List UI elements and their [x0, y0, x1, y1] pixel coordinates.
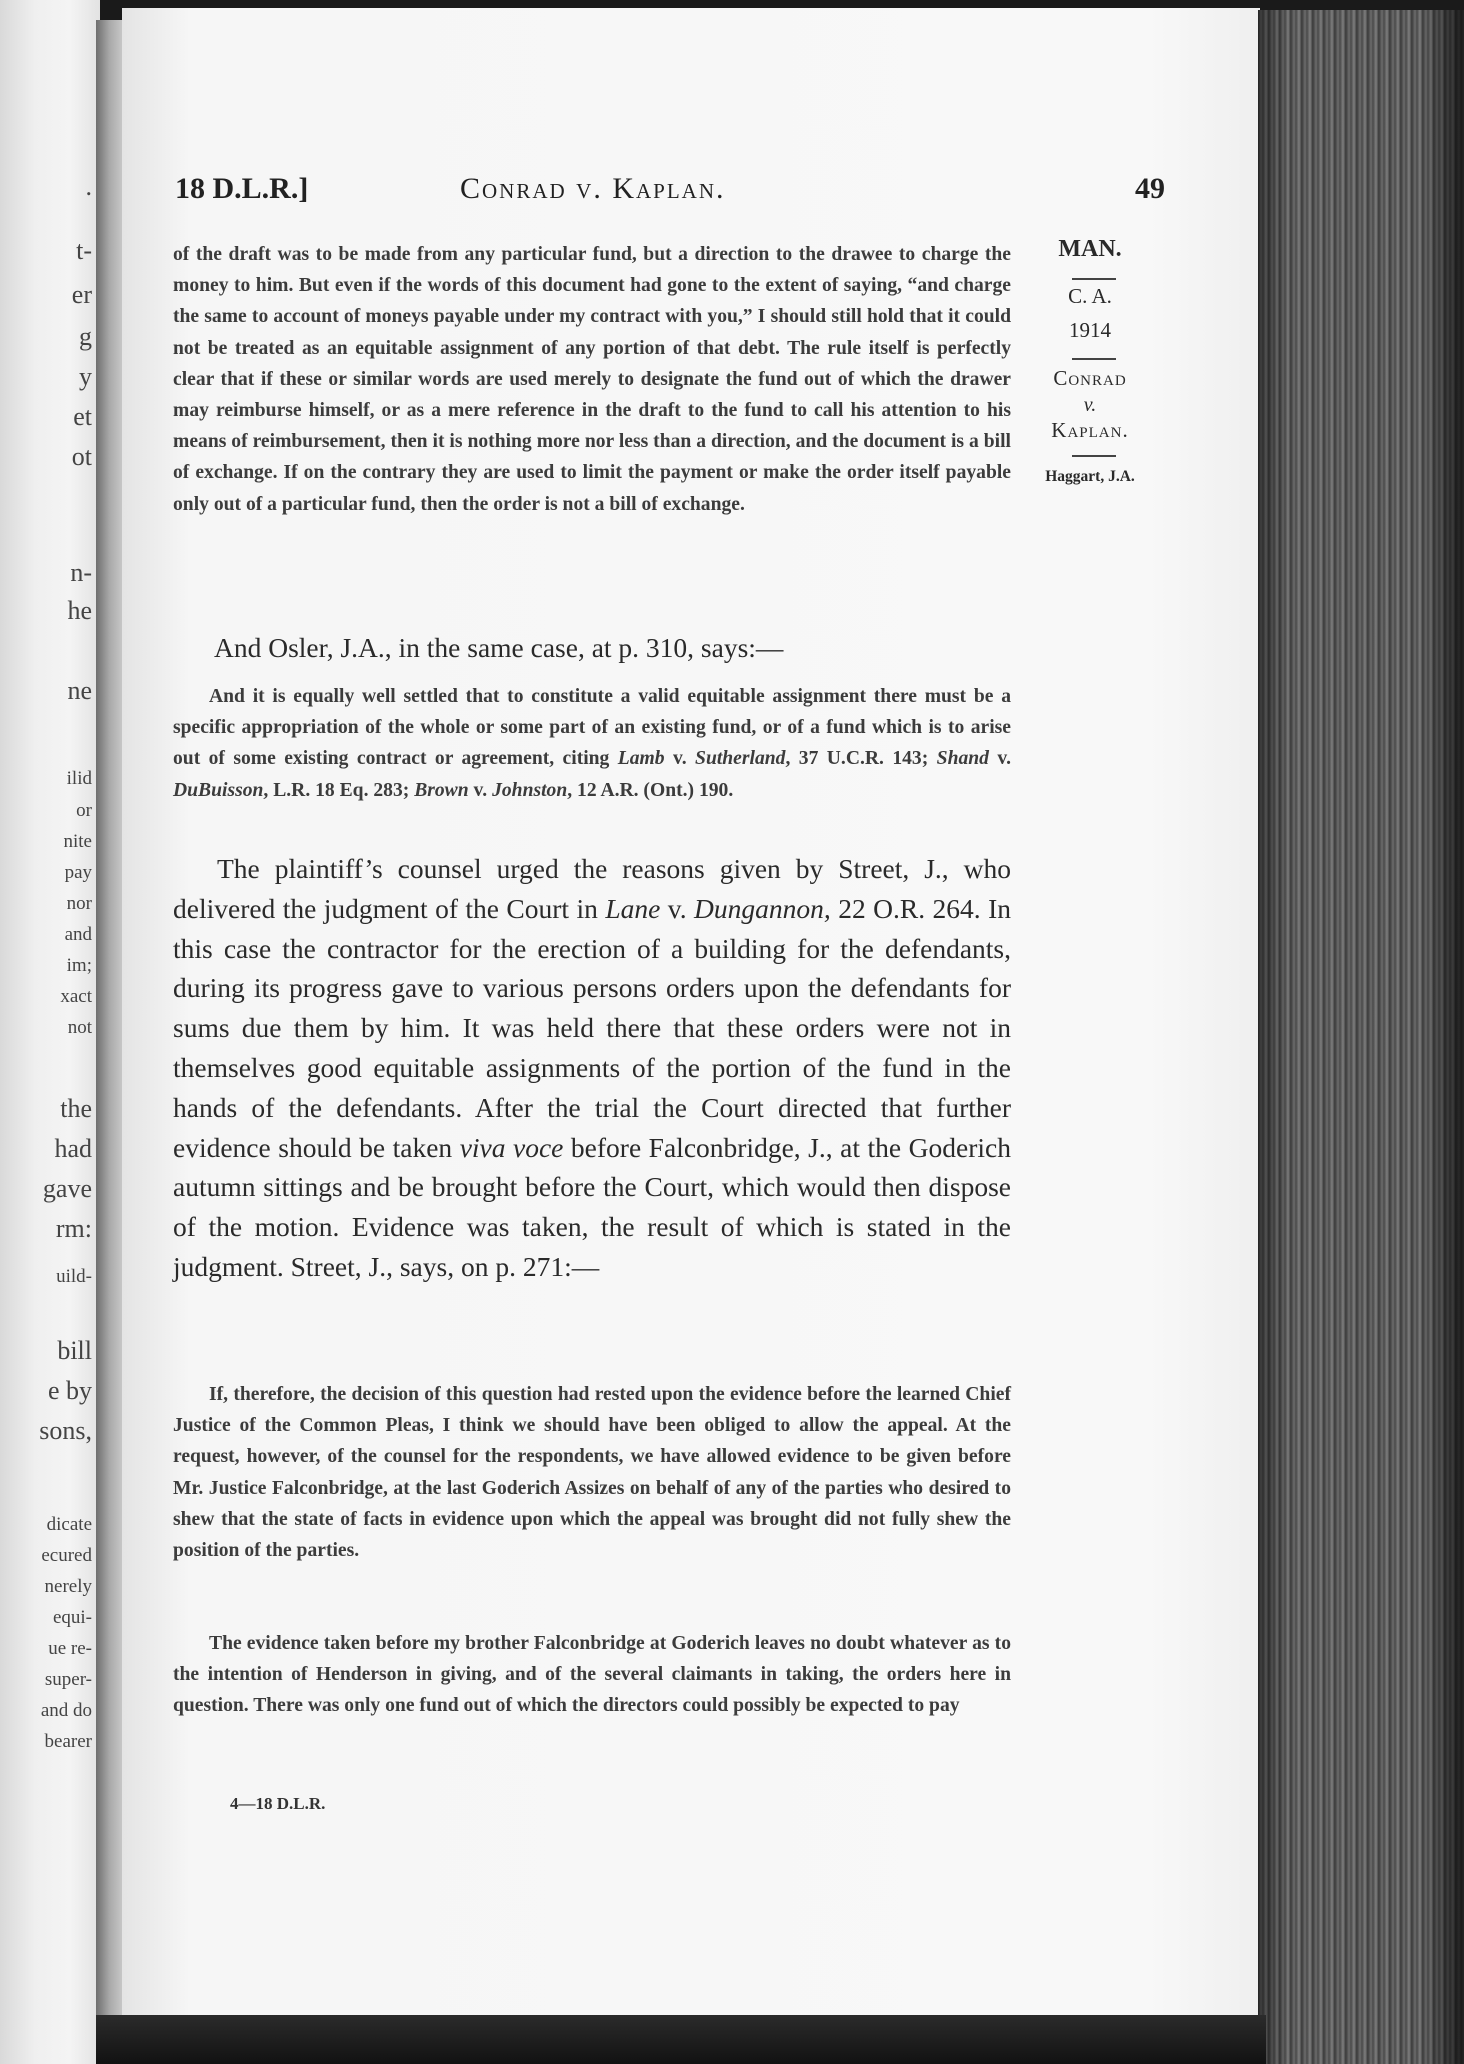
left-page-fragment: e by: [47, 1376, 92, 1405]
left-page-fragment: had: [54, 1134, 92, 1163]
left-page-fragment: the: [60, 1094, 92, 1123]
left-page-fragment: im;: [66, 955, 92, 976]
left-page-fragment: nor: [66, 893, 92, 914]
running-head-title: Conrad v. Kaplan.: [460, 172, 726, 205]
main-paragraph: The plaintiff’s counsel urged the reasons given by Street, J., who delivered the judgment of the Court in Lane v. Dungannon, 22 O.R. 264. In this case the contractor for the erection of a building for the defendants, during its progress gave to various persons orders upon the defendants for sums due them by him. It was held there that these orders were not in themselves good equitable assignments of the portion of the fund in the hands of the defendants. After the trial the Court directed that further evidence should be taken viva voce before Falconbridge, J., at the Goderich autumn sittings and be brought before the Court, which would then dispose of the motion. Evidence was taken, the result of which is stated in the judgment. Street, J., says, on p. 271:—: [173, 853, 1011, 1282]
street-quotation: If, therefore, the decision of this question had rested upon the evidence before the learned Chief Justice of the Common Pleas, I think we should have been obliged to allow the appeal. At the request, however, of the counsel for the respondents, we have allowed evidence to be given before Mr. Justice Falconbridge, at the last Goderich Assizes on behalf of any of the parties who desired to shew that the state of facts in evidence upon which the appeal was brought did not fully shew the position of the parties.: [173, 1384, 1011, 1562]
osler-intro-paragraph: And Osler, J.A., in the same case, at p. 310, says:—: [214, 632, 784, 663]
osler-quotation: And it is equally well settled that to constitute a valid equitable assignment there must be a specific appropriation of the whole or some part of an existing fund, or of a fund which is to arise out of some existing contract or agreement, citing Lamb v. Sutherland, 37 U.C.R. 143; Shand v. DuBuisson, L.R. 18 Eq. 283; Brown v. Johnston, 12 A.R. (Ont.) 190.: [173, 686, 1011, 801]
page-edges: [1258, 10, 1464, 2064]
left-page-fragment: and do: [40, 1700, 92, 1721]
scan-bottom-edge: [96, 2015, 1266, 2064]
left-page-fragment: bill: [57, 1336, 92, 1365]
left-page-fragment: xact: [60, 986, 92, 1007]
facing-page: [0, 0, 100, 2064]
signature-mark: 4—18 D.L.R.: [230, 1794, 326, 1813]
left-page-fragment: y: [79, 362, 92, 391]
left-page-fragment: t-: [76, 236, 92, 265]
page-number: 49: [1135, 172, 1165, 205]
left-page-fragment: ilid: [66, 768, 92, 789]
left-page-fragment: sons,: [39, 1416, 92, 1445]
left-page-fragment: et: [73, 402, 92, 431]
margin-rule: [1072, 278, 1116, 280]
left-page-fragment: ne: [67, 676, 92, 705]
margin-note-case-party-2: Kaplan.: [1051, 418, 1129, 442]
quotation-continued: of the draft was to be made from any particular fund, but a direction to the drawee to charge the money to him. But even if the words of this document had gone to the extent of saying, “and charge the same to account of moneys payable under my contract with you,” I should still hold that it could not be treated as an equitable assignment of any portion of that debt. The rule itself is perfectly clear that if these or similar words are used merely to designate the fund out of which the drawer may reimburse himself, or as a mere reference in the draft to the fund to call his attention to his means of reimbursement, then it is nothing more nor less than a direction, and the document is a bill of exchange. If on the contrary they are used to limit the payment or make the order itself payable only out of a particular fund, then the order is not a bill of exchange.: [173, 244, 1011, 515]
left-page-fragment: bearer: [44, 1731, 92, 1752]
margin-rule: [1072, 455, 1116, 457]
left-page-fragment: super-: [44, 1669, 92, 1690]
left-page-fragment: ecured: [41, 1545, 92, 1566]
left-page-fragment: nite: [63, 831, 92, 852]
margin-note-versus: v.: [1083, 394, 1097, 416]
left-page-fragment: not: [67, 1017, 92, 1038]
left-page-fragment: .: [85, 172, 92, 201]
left-page-fragment: n-: [70, 558, 92, 587]
left-page-fragment: ot: [71, 442, 92, 471]
margin-note-year: 1914: [1069, 318, 1111, 342]
margin-rule: [1072, 358, 1116, 360]
left-page-fragment: uild-: [56, 1266, 92, 1287]
left-page-fragment: or: [76, 800, 92, 821]
margin-note-judge: Haggart, J.A.: [1045, 468, 1135, 485]
left-page-fragment: and: [64, 924, 92, 945]
street-quotation-continued: The evidence taken before my brother Falconbridge at Goderich leaves no doubt whatever as to the intention of Henderson in giving, and of the several claimants in taking, the orders here in question. There was only one fund out of which the directors could possibly be expected to pay: [173, 1633, 1011, 1717]
margin-note-case-party-1: Conrad: [1053, 366, 1127, 390]
left-page-fragment: g: [79, 322, 92, 351]
left-page-fragment: dicate: [46, 1514, 92, 1535]
left-page-fragment: ue re-: [48, 1638, 92, 1659]
left-page-fragment: gave: [42, 1174, 92, 1203]
left-page-fragment: pay: [64, 862, 92, 883]
left-page-fragment: nerely: [44, 1576, 92, 1597]
left-page-fragment: equi-: [52, 1607, 92, 1628]
left-page-fragment: er: [71, 280, 92, 309]
margin-note-court: C. A.: [1068, 284, 1112, 308]
left-page-fragment: he: [67, 596, 92, 625]
margin-note-province: MAN.: [1058, 236, 1122, 262]
running-head-volume: 18 D.L.R.]: [175, 172, 309, 205]
left-page-fragment: rm:: [55, 1214, 92, 1243]
